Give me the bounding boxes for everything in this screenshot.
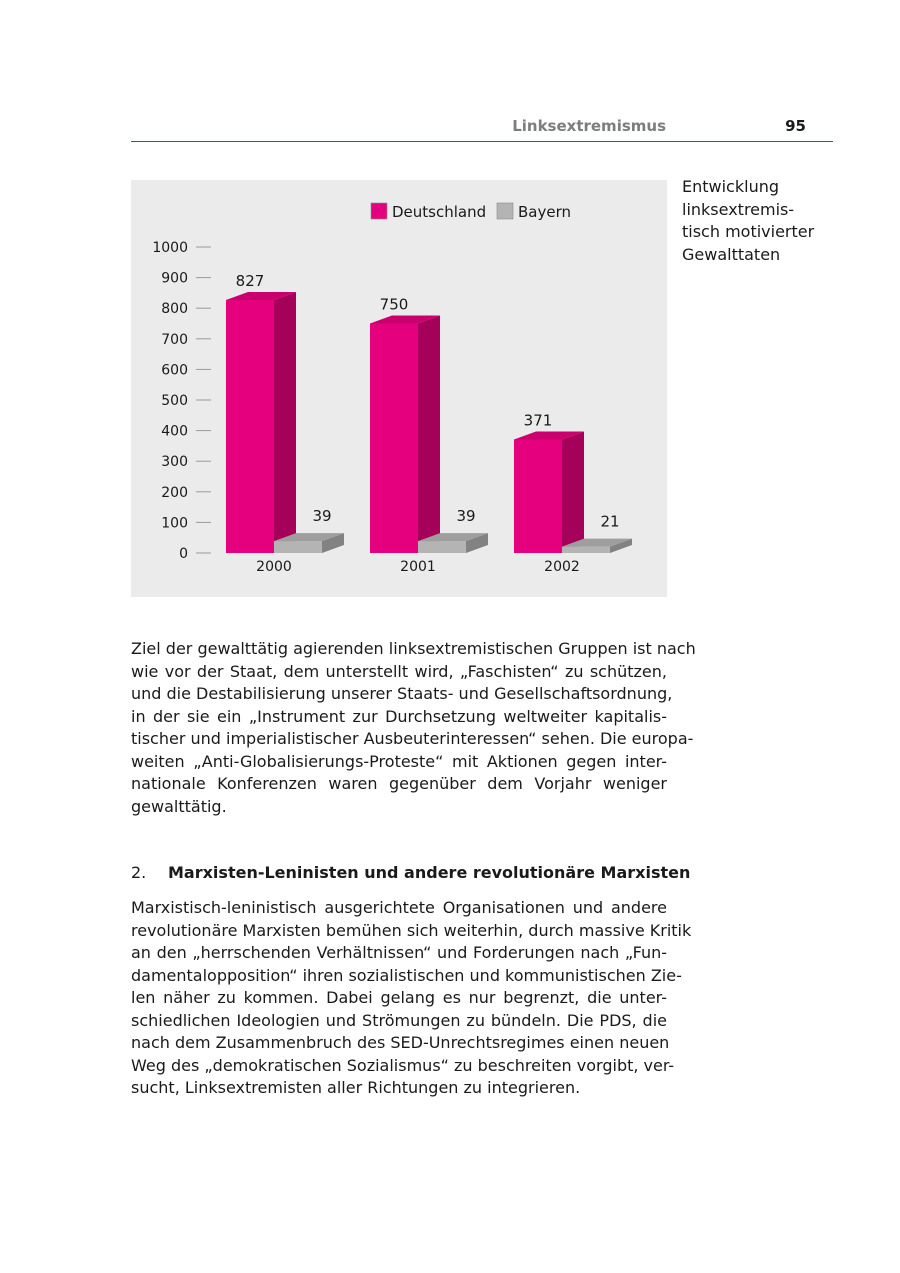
y-tick-label: 600 <box>161 362 188 379</box>
bar-front <box>562 547 610 553</box>
legend-label: Bayern <box>518 203 571 221</box>
paragraph-marxists <box>131 897 692 1100</box>
bar-chart <box>131 180 667 597</box>
data-label: 39 <box>312 507 332 526</box>
caption-line: Gewalttaten <box>682 244 781 264</box>
bar-front <box>370 324 418 554</box>
bar-deutschland-2000 <box>226 292 296 553</box>
bar-side <box>562 431 584 553</box>
bar-front <box>274 541 322 553</box>
y-tick-label: 800 <box>161 301 188 318</box>
data-label: 750 <box>379 295 409 314</box>
caption-line: linksextremis- <box>682 199 795 219</box>
y-tick-label: 100 <box>161 515 188 532</box>
y-tick-label: 400 <box>161 423 188 440</box>
bar-front <box>418 541 466 553</box>
text-line: nationale Konferenzen waren gegenüber dem Vorjahr weniger <box>131 774 667 793</box>
text-line: an den „herrschenden Verhältnissen“ und Forderungen nach „Fun- <box>131 943 667 962</box>
data-label: 39 <box>456 507 476 526</box>
text-line: tischer und imperialistischer Ausbeuterinteressen“ sehen. Die europa- <box>131 729 694 748</box>
data-label: 827 <box>235 271 265 290</box>
header-divider <box>131 141 833 142</box>
chart-panel <box>131 180 667 597</box>
text-line: Weg des „demokratischen Sozialismus“ zu beschreiten vorgibt, ver- <box>131 1055 675 1075</box>
text-line: Marxistisch-leninistisch ausgerichtete Organisationen und andere <box>131 898 667 917</box>
data-label: 371 <box>523 411 553 430</box>
legend-label: Deutschland <box>392 203 487 221</box>
x-axis <box>256 559 580 575</box>
text-line: wie vor der Staat, dem unterstellt wird, „Faschisten“ zu schützen, <box>131 661 667 681</box>
y-axis <box>152 240 211 562</box>
bar-front <box>514 439 562 553</box>
data-label: 21 <box>600 512 620 531</box>
y-tick-label: 0 <box>179 546 188 562</box>
text-line: in der sie ein „Instrument zur Durchsetzung weltweiter kapitalis- <box>131 706 667 726</box>
y-tick-label: 700 <box>161 331 188 348</box>
legend-swatch <box>371 203 387 219</box>
text-line: nach dem Zusammenbruch des SED-Unrechtsregimes einen neuen <box>131 1033 670 1052</box>
x-tick-label: 2000 <box>256 559 292 575</box>
legend-swatch <box>497 203 513 219</box>
bar-deutschland-2002 <box>514 431 584 553</box>
text-line: damentalopposition“ ihren sozialistischen und kommunistischen Zie- <box>131 965 682 985</box>
bar-front <box>226 300 274 553</box>
caption-line: tisch motivierter <box>682 222 815 241</box>
page-number: 95 <box>785 117 806 135</box>
section-number: 2. <box>131 863 147 882</box>
figure-caption <box>682 176 832 266</box>
bars <box>226 272 632 553</box>
bar-side <box>418 316 440 554</box>
y-tick-label: 300 <box>161 454 188 471</box>
bar-side <box>274 292 296 553</box>
y-tick-label: 200 <box>161 484 188 501</box>
chart-legend <box>371 203 571 221</box>
running-header-title: Linksextremismus <box>512 117 666 135</box>
x-tick-label: 2002 <box>544 559 580 575</box>
text-line: schiedlichen Ideologien und Strömungen zu bündeln. Die PDS, die <box>131 1010 667 1030</box>
section-title: Marxisten-Leninisten und andere revolutionäre Marxisten <box>168 863 691 882</box>
y-tick-label: 900 <box>161 270 188 287</box>
text-line: und die Destabilisierung unserer Staats- und Gesellschaftsordnung, <box>131 684 673 703</box>
y-tick-label: 1000 <box>152 240 188 256</box>
section-heading <box>131 862 691 884</box>
caption-line: Entwicklung <box>682 177 779 196</box>
text-line: sucht, Linksextremisten aller Richtungen zu integrieren. <box>131 1078 581 1097</box>
text-line: Ziel der gewalttätig agierenden linksextremistischen Gruppen ist nach <box>131 639 696 658</box>
text-line: revolutionäre Marxisten bemühen sich weiterhin, durch massive Kritik <box>131 920 692 940</box>
bar-deutschland-2001 <box>370 316 440 554</box>
text-line: gewalttätig. <box>131 796 227 816</box>
x-tick-label: 2001 <box>400 559 436 575</box>
y-tick-label: 500 <box>161 393 188 409</box>
paragraph-goals <box>131 638 696 818</box>
text-line: len näher zu kommen. Dabei gelang es nur begrenzt, die unter- <box>131 988 667 1007</box>
text-line: weiten „Anti-Globalisierungs-Proteste“ mit Aktionen gegen inter- <box>131 751 667 771</box>
